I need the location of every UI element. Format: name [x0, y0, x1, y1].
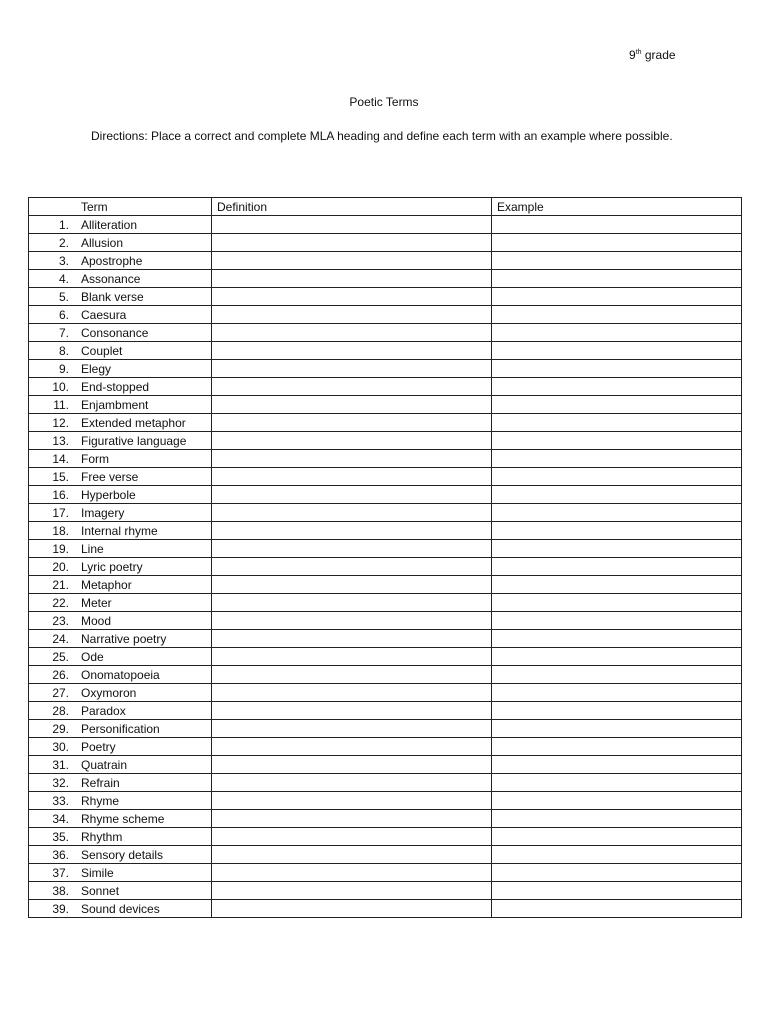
- table-row: [29, 810, 742, 828]
- term-label: Mood: [81, 613, 112, 628]
- term-label: Rhyme: [81, 793, 120, 808]
- definition-cell[interactable]: [212, 828, 492, 846]
- table-row: [29, 486, 742, 504]
- term-number: 16.: [52, 487, 69, 502]
- table-row: [29, 684, 742, 702]
- term-cell: [29, 864, 212, 882]
- definition-cell[interactable]: [212, 396, 492, 414]
- term-label: Oxymoron: [81, 685, 137, 700]
- example-cell[interactable]: [492, 576, 742, 594]
- definition-cell[interactable]: [212, 432, 492, 450]
- definition-cell[interactable]: [212, 234, 492, 252]
- table-row: [29, 828, 742, 846]
- definition-cell[interactable]: [212, 684, 492, 702]
- term-cell: [29, 594, 212, 612]
- table-row: [29, 468, 742, 486]
- term-number: 29.: [52, 721, 69, 736]
- term-label: Sound devices: [81, 901, 160, 916]
- term-number: 12.: [52, 415, 69, 430]
- term-number: 4.: [58, 271, 69, 286]
- term-cell: [29, 216, 212, 234]
- term-cell: [29, 288, 212, 306]
- definition-cell[interactable]: [212, 504, 492, 522]
- table-row: [29, 252, 742, 270]
- definition-cell[interactable]: [212, 720, 492, 738]
- example-cell[interactable]: [492, 882, 742, 900]
- definition-cell[interactable]: [212, 288, 492, 306]
- definition-cell[interactable]: [212, 270, 492, 288]
- term-label: Meter: [81, 595, 112, 610]
- example-cell[interactable]: [492, 594, 742, 612]
- example-cell[interactable]: [492, 630, 742, 648]
- table-row: [29, 720, 742, 738]
- definition-cell[interactable]: [212, 810, 492, 828]
- grade-superscript: th: [635, 49, 642, 56]
- term-label: Internal rhyme: [81, 523, 158, 538]
- table-row: [29, 558, 742, 576]
- definition-cell[interactable]: [212, 360, 492, 378]
- table-row: [29, 666, 742, 684]
- definition-cell[interactable]: [212, 666, 492, 684]
- term-cell: [29, 828, 212, 846]
- table-row: [29, 630, 742, 648]
- definition-cell[interactable]: [212, 900, 492, 918]
- term-label: Alliteration: [81, 217, 138, 232]
- example-cell[interactable]: [492, 360, 742, 378]
- term-label: Sensory details: [81, 847, 164, 862]
- definition-cell[interactable]: [212, 846, 492, 864]
- example-cell[interactable]: [492, 828, 742, 846]
- table-row: [29, 270, 742, 288]
- header-definition: Definition: [212, 198, 492, 216]
- term-cell: [29, 702, 212, 720]
- definition-cell[interactable]: [212, 540, 492, 558]
- term-cell: [29, 630, 212, 648]
- example-cell[interactable]: [492, 432, 742, 450]
- term-label: Sonnet: [81, 883, 120, 898]
- example-cell[interactable]: [492, 342, 742, 360]
- grade-label: [629, 47, 676, 63]
- term-number: 39.: [52, 901, 69, 916]
- term-cell: [29, 792, 212, 810]
- term-number: 1.: [58, 217, 69, 232]
- table-row: [29, 324, 742, 342]
- table-row: [29, 612, 742, 630]
- term-number: 15.: [52, 469, 69, 484]
- definition-cell[interactable]: [212, 378, 492, 396]
- term-cell: [29, 882, 212, 900]
- term-label: Hyperbole: [81, 487, 136, 502]
- term-number: 18.: [52, 523, 69, 538]
- term-cell: [29, 450, 212, 468]
- table-row: [29, 738, 742, 756]
- term-cell: [29, 612, 212, 630]
- example-cell[interactable]: [492, 756, 742, 774]
- definition-cell[interactable]: [212, 522, 492, 540]
- term-number: 31.: [52, 757, 69, 772]
- term-label: Paradox: [81, 703, 126, 718]
- term-label: Extended metaphor: [81, 415, 186, 430]
- term-number: 5.: [58, 289, 69, 304]
- term-cell: [29, 234, 212, 252]
- table-row: [29, 774, 742, 792]
- term-label: Allusion: [81, 235, 124, 250]
- definition-cell[interactable]: [212, 594, 492, 612]
- example-cell[interactable]: [492, 378, 742, 396]
- term-number: 23.: [52, 613, 69, 628]
- example-cell[interactable]: [492, 270, 742, 288]
- definition-cell[interactable]: [212, 324, 492, 342]
- term-cell: [29, 504, 212, 522]
- table-row: [29, 864, 742, 882]
- term-number: 35.: [52, 829, 69, 844]
- table-row: [29, 234, 742, 252]
- term-label: Narrative poetry: [81, 631, 167, 646]
- term-number: 17.: [52, 505, 69, 520]
- definition-cell[interactable]: [212, 306, 492, 324]
- term-cell: [29, 306, 212, 324]
- term-number: 7.: [58, 325, 69, 340]
- table-row: [29, 882, 742, 900]
- definition-cell[interactable]: [212, 648, 492, 666]
- grade-word: grade: [644, 48, 676, 62]
- definition-cell[interactable]: [212, 342, 492, 360]
- term-number: 28.: [52, 703, 69, 718]
- table-row: [29, 396, 742, 414]
- example-cell[interactable]: [492, 234, 742, 252]
- table-row: [29, 342, 742, 360]
- term-number: 27.: [52, 685, 69, 700]
- term-number: 25.: [52, 649, 69, 664]
- term-number: 26.: [52, 667, 69, 682]
- example-cell[interactable]: [492, 720, 742, 738]
- table-row: [29, 576, 742, 594]
- example-cell[interactable]: [492, 306, 742, 324]
- term-number: 37.: [52, 865, 69, 880]
- term-cell: [29, 666, 212, 684]
- term-number: 34.: [52, 811, 69, 826]
- example-cell[interactable]: [492, 414, 742, 432]
- term-label: Consonance: [81, 325, 149, 340]
- table-row: [29, 432, 742, 450]
- example-cell[interactable]: [492, 774, 742, 792]
- definition-cell[interactable]: [212, 558, 492, 576]
- term-label: Simile: [81, 865, 114, 880]
- table-row: [29, 522, 742, 540]
- example-cell[interactable]: [492, 900, 742, 918]
- example-cell[interactable]: [492, 810, 742, 828]
- term-number: 3.: [58, 253, 69, 268]
- term-cell: [29, 720, 212, 738]
- term-label: Caesura: [81, 307, 127, 322]
- term-cell: [29, 846, 212, 864]
- term-label: Personification: [81, 721, 160, 736]
- example-cell[interactable]: [492, 612, 742, 630]
- example-cell[interactable]: [492, 216, 742, 234]
- term-cell: [29, 756, 212, 774]
- term-cell: [29, 774, 212, 792]
- table-row: [29, 306, 742, 324]
- term-number: 36.: [52, 847, 69, 862]
- table-header-row: [29, 198, 742, 216]
- term-label: Rhyme scheme: [81, 811, 165, 826]
- table-row: [29, 360, 742, 378]
- definition-cell[interactable]: [212, 864, 492, 882]
- term-cell: [29, 342, 212, 360]
- term-label: Imagery: [81, 505, 125, 520]
- definition-cell[interactable]: [212, 756, 492, 774]
- example-cell[interactable]: [492, 540, 742, 558]
- definition-cell[interactable]: [212, 414, 492, 432]
- example-cell[interactable]: [492, 648, 742, 666]
- page-title: Poetic Terms: [349, 95, 419, 109]
- definition-cell[interactable]: [212, 630, 492, 648]
- table-row: [29, 594, 742, 612]
- term-label: Quatrain: [81, 757, 128, 772]
- term-cell: [29, 324, 212, 342]
- term-number: 24.: [52, 631, 69, 646]
- example-cell[interactable]: [492, 558, 742, 576]
- directions-text: Directions: Place a correct and complete MLA heading and define each term with an example where possible.: [91, 129, 673, 143]
- term-label: Blank verse: [81, 289, 144, 304]
- table-row: [29, 900, 742, 918]
- example-cell[interactable]: [492, 684, 742, 702]
- term-number: 38.: [52, 883, 69, 898]
- term-label: Onomatopoeia: [81, 667, 160, 682]
- term-cell: [29, 810, 212, 828]
- definition-cell[interactable]: [212, 612, 492, 630]
- table-row: [29, 216, 742, 234]
- definition-cell[interactable]: [212, 450, 492, 468]
- term-label: Lyric poetry: [81, 559, 143, 574]
- term-label: Enjambment: [81, 397, 149, 412]
- term-number: 6.: [58, 307, 69, 322]
- term-cell: [29, 738, 212, 756]
- example-cell[interactable]: [492, 702, 742, 720]
- example-cell[interactable]: [492, 396, 742, 414]
- term-label: Assonance: [81, 271, 141, 286]
- term-cell: [29, 684, 212, 702]
- table-row: [29, 846, 742, 864]
- term-label: Elegy: [81, 361, 112, 376]
- term-label: Line: [81, 541, 104, 556]
- term-number: 2.: [58, 235, 69, 250]
- example-cell[interactable]: [492, 324, 742, 342]
- example-cell[interactable]: [492, 522, 742, 540]
- table-row: [29, 414, 742, 432]
- definition-cell[interactable]: [212, 882, 492, 900]
- example-cell[interactable]: [492, 288, 742, 306]
- definition-cell[interactable]: [212, 702, 492, 720]
- term-number: 32.: [52, 775, 69, 790]
- term-cell: [29, 396, 212, 414]
- table-row: [29, 648, 742, 666]
- example-cell[interactable]: [492, 792, 742, 810]
- term-label: Refrain: [81, 775, 120, 790]
- definition-cell[interactable]: [212, 216, 492, 234]
- definition-cell[interactable]: [212, 576, 492, 594]
- term-number: 22.: [52, 595, 69, 610]
- term-cell: [29, 558, 212, 576]
- term-number: 33.: [52, 793, 69, 808]
- definition-cell[interactable]: [212, 738, 492, 756]
- term-cell: [29, 900, 212, 918]
- term-number: 14.: [52, 451, 69, 466]
- term-number: 21.: [52, 577, 69, 592]
- term-number: 30.: [52, 739, 69, 754]
- term-number: 11.: [53, 397, 69, 412]
- table-row: [29, 540, 742, 558]
- table-row: [29, 378, 742, 396]
- table-row: [29, 288, 742, 306]
- table-row: [29, 756, 742, 774]
- definition-cell[interactable]: [212, 468, 492, 486]
- term-number: 20.: [52, 559, 69, 574]
- term-cell: [29, 468, 212, 486]
- term-cell: [29, 252, 212, 270]
- term-number: 8.: [58, 343, 69, 358]
- example-cell[interactable]: [492, 504, 742, 522]
- table-row: [29, 792, 742, 810]
- term-cell: [29, 522, 212, 540]
- term-number: 19.: [52, 541, 69, 556]
- term-label: Poetry: [81, 739, 116, 754]
- definition-cell[interactable]: [212, 774, 492, 792]
- definition-cell[interactable]: [212, 792, 492, 810]
- term-cell: [29, 378, 212, 396]
- term-label: Figurative language: [81, 433, 187, 448]
- terms-table: [28, 197, 742, 918]
- example-cell[interactable]: [492, 864, 742, 882]
- example-cell[interactable]: [492, 738, 742, 756]
- header-example: Example: [492, 198, 742, 216]
- term-label: Form: [81, 451, 109, 466]
- term-label: Metaphor: [81, 577, 132, 592]
- term-label: End-stopped: [81, 379, 150, 394]
- table-row: [29, 450, 742, 468]
- term-cell: [29, 414, 212, 432]
- term-label: Rhythm: [81, 829, 123, 844]
- term-number: 13.: [52, 433, 69, 448]
- term-label: Ode: [81, 649, 104, 664]
- term-cell: [29, 486, 212, 504]
- term-cell: [29, 270, 212, 288]
- example-cell[interactable]: [492, 468, 742, 486]
- term-number: 9.: [58, 361, 69, 376]
- term-cell: [29, 540, 212, 558]
- definition-cell[interactable]: [212, 486, 492, 504]
- example-cell[interactable]: [492, 846, 742, 864]
- term-cell: [29, 576, 212, 594]
- term-cell: [29, 648, 212, 666]
- header-term: Term: [29, 198, 212, 216]
- term-label: Apostrophe: [81, 253, 143, 268]
- grade-number: 9: [629, 48, 636, 62]
- definition-cell[interactable]: [212, 252, 492, 270]
- example-cell[interactable]: [492, 486, 742, 504]
- terms-table-body: [29, 198, 742, 918]
- term-number: 10.: [52, 379, 69, 394]
- table-row: [29, 702, 742, 720]
- term-cell: [29, 360, 212, 378]
- example-cell[interactable]: [492, 450, 742, 468]
- table-row: [29, 504, 742, 522]
- example-cell[interactable]: [492, 252, 742, 270]
- term-label: Couplet: [81, 343, 123, 358]
- term-label: Free verse: [81, 469, 139, 484]
- term-cell: [29, 432, 212, 450]
- example-cell[interactable]: [492, 666, 742, 684]
